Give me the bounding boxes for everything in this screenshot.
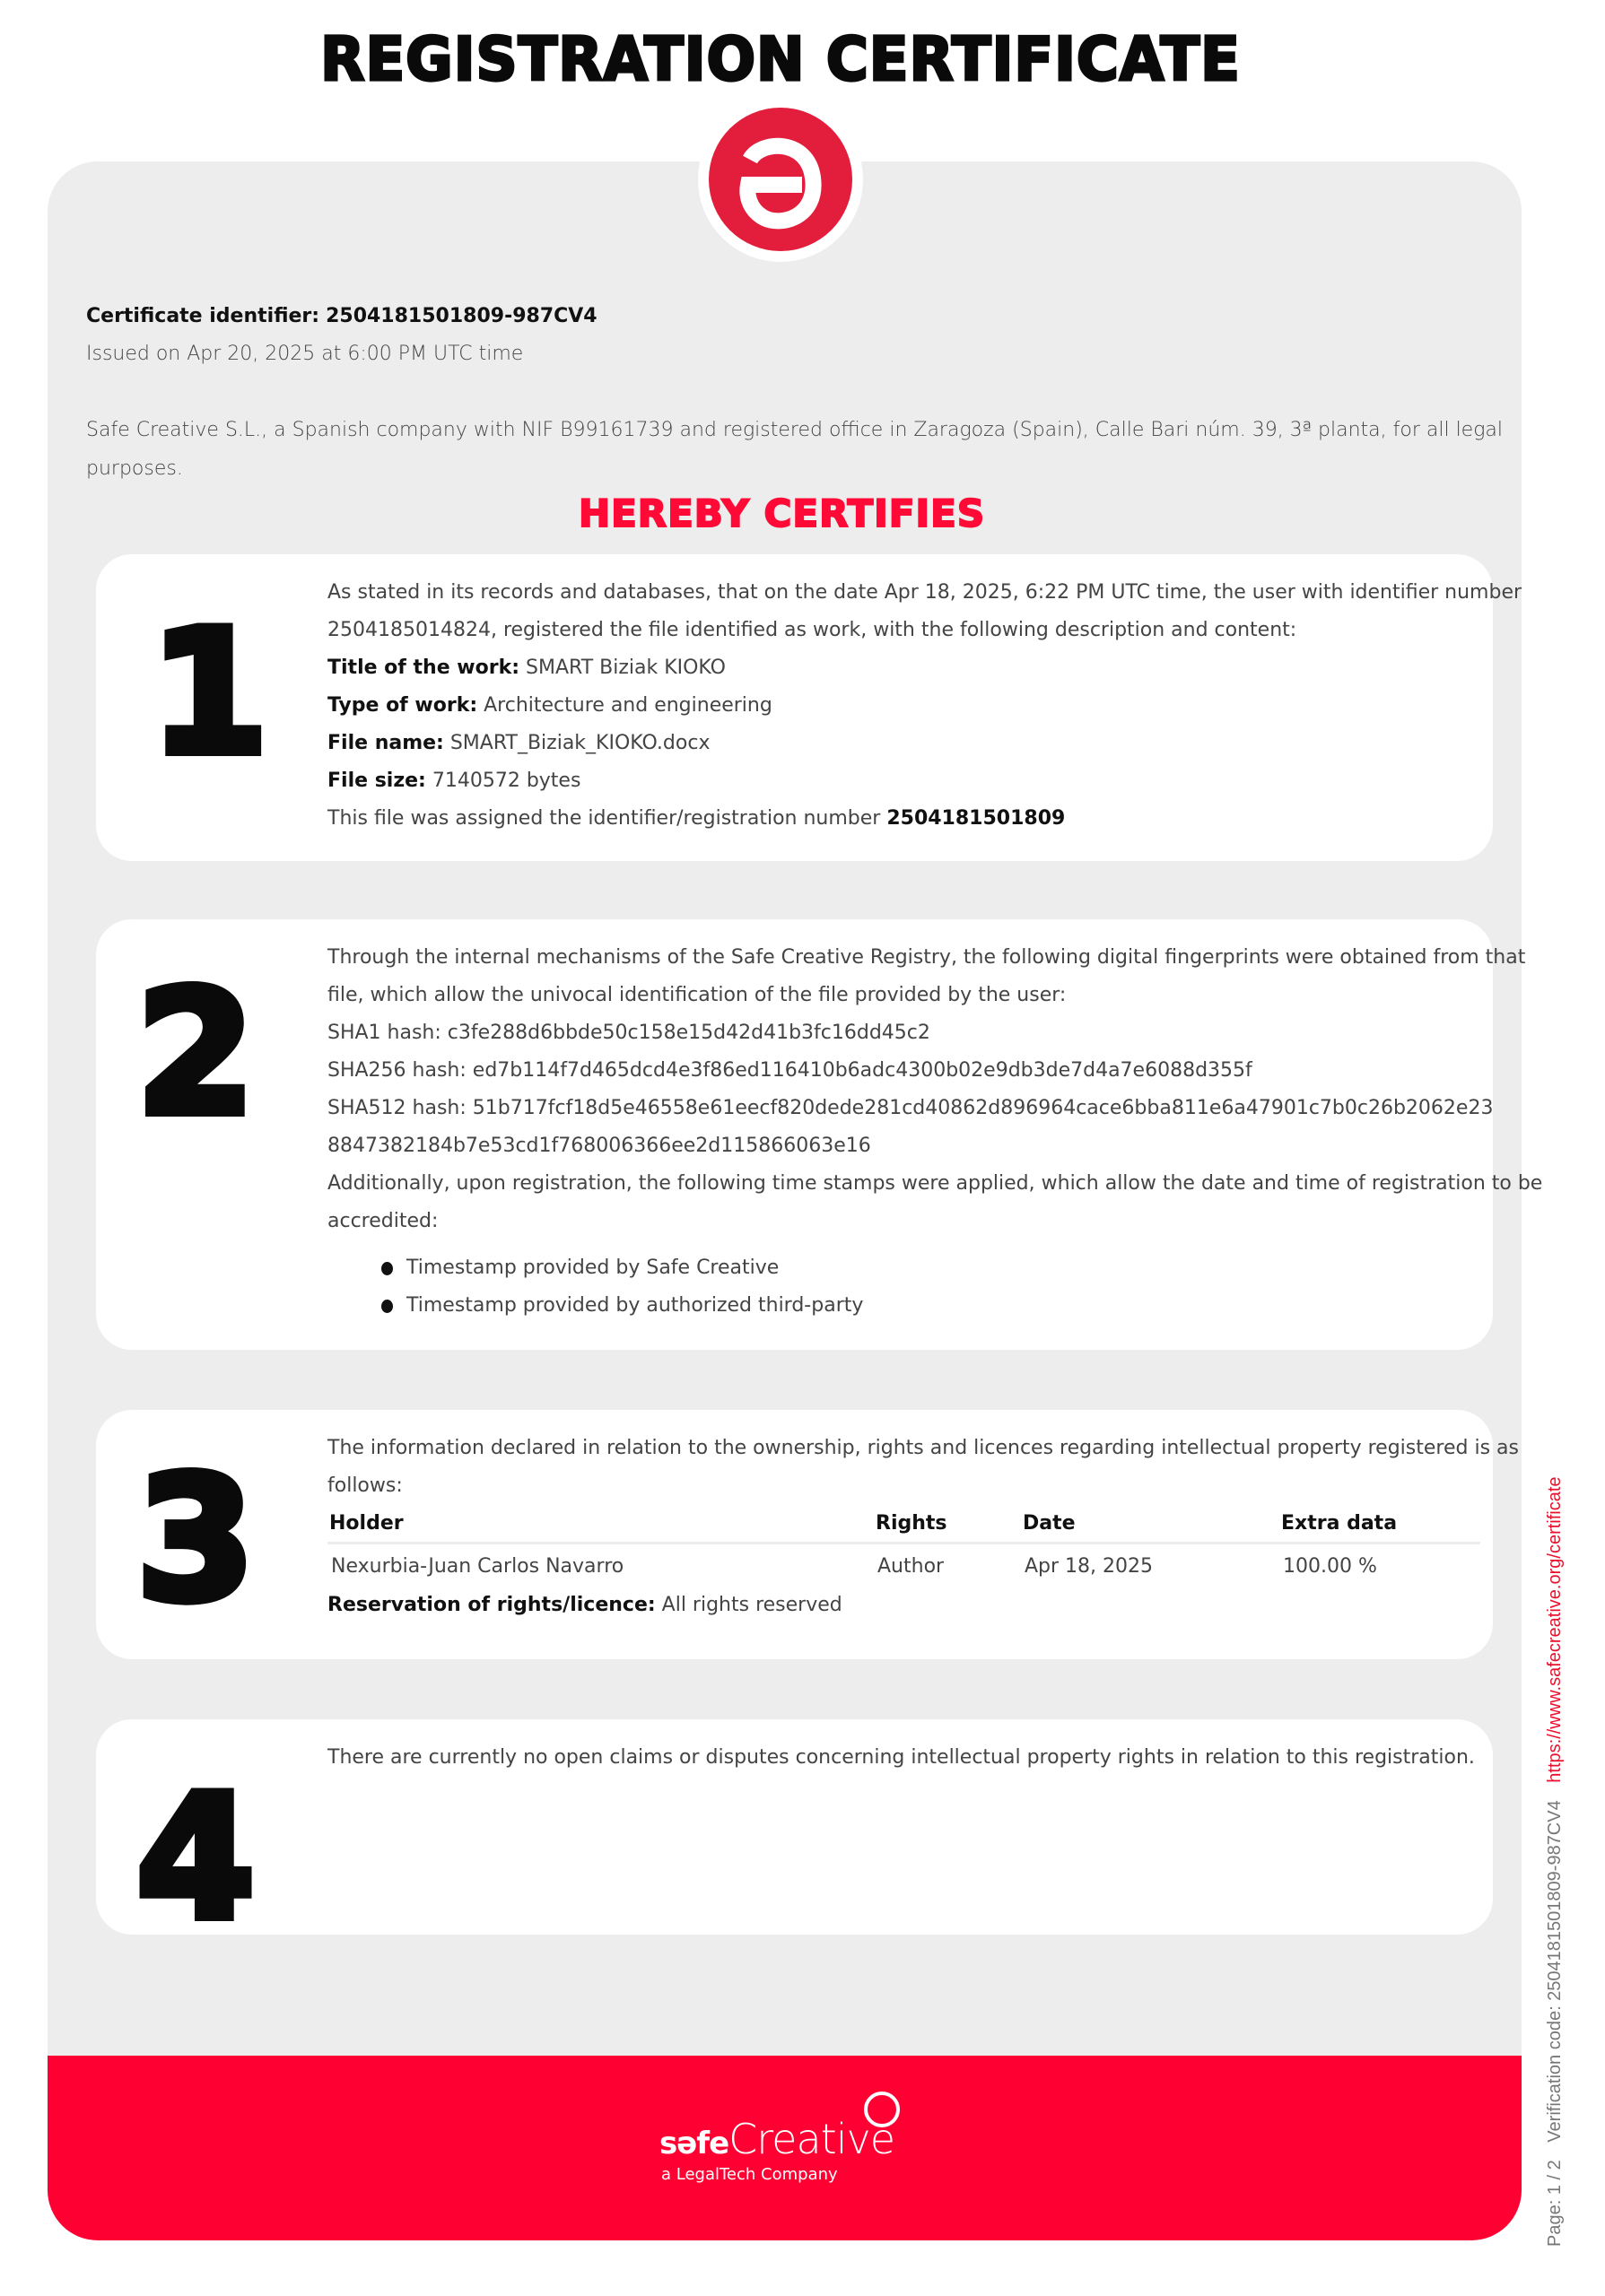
section-number-3: 3 (136, 1440, 256, 1639)
file-size-value: 7140572 bytes (425, 770, 581, 792)
brand-safe: səfe (659, 2126, 729, 2161)
work-title (327, 649, 1475, 687)
timestamp-item: Timestamp provided by authorized third-party (381, 1287, 1475, 1325)
s4-line1: There are currently no open claims or disputes concerning intellectual property rights in relation to this registration. (327, 1746, 1475, 1769)
assigned-text: This file was assigned the identifier/registration number (327, 807, 887, 830)
file-name-value: SMART_Biziak_KIOKO.docx (443, 732, 711, 754)
s2-line2: file, which allow the univocal identification of the file provided by the user: (327, 984, 1067, 1006)
section-card-3 (96, 1410, 1519, 1659)
brand-creative: Creative (728, 2115, 895, 2163)
section-card-1 (96, 554, 1522, 861)
cell-date: Apr 18, 2025 (1025, 1555, 1154, 1578)
holders-table (327, 1507, 1480, 1587)
work-type (327, 687, 1475, 725)
cell-extra-data: 100.00 % (1283, 1555, 1377, 1578)
certificate-id: 2504181501809-987CV4 (326, 305, 598, 327)
s1-line1: As stated in its records and databases, that on the date Apr 18, 2025, 6:22 PM UTC time, the user with identifier number (327, 581, 1522, 604)
section-card-4 (96, 1719, 1493, 1957)
timestamp-item: Timestamp provided by Safe Creative (381, 1249, 1475, 1287)
col-date: Date (1021, 1507, 1279, 1544)
s2-line1: Through the internal mechanisms of the Safe Creative Registry, the following digital fingerprints were obtained from that (327, 946, 1526, 969)
work-type-value: Architecture and engineering (477, 694, 772, 717)
certificate-identifier (86, 298, 598, 335)
col-extra-data: Extra data (1279, 1507, 1480, 1544)
cell-rights: Author (877, 1555, 945, 1578)
footer-brand (659, 2115, 895, 2163)
s3-line2: follows: (327, 1474, 403, 1497)
work-type-label: Type of work: (327, 694, 478, 717)
section-number-4: 4 (136, 1759, 256, 1957)
verification-code: Verification code: 2504181501809-987CV4 (1545, 1800, 1565, 2143)
company-statement-line2: purposes. (86, 457, 183, 480)
cell-holder: Nexurbia-Juan Carlos Navarro (331, 1555, 624, 1578)
file-name-label: File name: (327, 732, 444, 754)
assigned-number: 2504181501809 (886, 807, 1066, 830)
work-title-value: SMART Biziak KIOKO (519, 657, 726, 679)
hereby-certifies-heading: HEREBY CERTIFIES (578, 491, 986, 535)
reservation-label: Reservation of rights/licence: (327, 1594, 656, 1616)
s2-additional2: accredited: (327, 1210, 439, 1232)
footer-band (48, 2056, 1522, 2240)
s1-line2: 2504185014824, registered the file identified as work, with the following description and content: (327, 619, 1297, 641)
reservation (327, 1587, 1475, 1624)
file-name (327, 725, 1475, 762)
issued-date: Issued on Apr 20, 2025 at 6:00 PM UTC time (86, 343, 524, 365)
sha256-hash: SHA256 hash: ed7b114f7d465dcd4e3f86ed116410b6adc4300b02e9db3de7d4a7e6088d355f (327, 1059, 1252, 1082)
schwa-icon (709, 108, 852, 251)
section-card-2 (96, 919, 1543, 1350)
section-number-1: 1 (150, 594, 269, 792)
section-number-2: 2 (136, 954, 256, 1152)
company-statement-line1: Safe Creative S.L., a Spanish company with NIF B99161739 and registered office in Zaragoza (Spain), Calle Bari núm. 39, 3ª planta, for all legal (86, 419, 1504, 441)
sha1-hash: SHA1 hash: c3fe288d6bbde50c158e15d42d41b3fc16dd45c2 (327, 1022, 930, 1044)
col-holder: Holder (327, 1507, 874, 1544)
footer-tagline: a LegalTech Company (661, 2165, 838, 2184)
footer-logo (659, 2092, 929, 2199)
schwa-glyph-icon (709, 108, 852, 251)
work-title-label: Title of the work: (327, 657, 520, 679)
sha512-hash-part2: 8847382184b7e53cd1f768006366ee2d115866063e16 (327, 1135, 871, 1157)
s3-line1: The information declared in relation to the ownership, rights and licences regarding intellectual property registered is as (327, 1437, 1519, 1459)
page-title: REGISTRATION CERTIFICATE (320, 25, 1241, 95)
certificate-url-link[interactable]: https://www.safecreative.org/certificate (1545, 1476, 1565, 1783)
timestamp-list (381, 1249, 1475, 1325)
col-rights: Rights (874, 1507, 1021, 1544)
file-size-label: File size: (327, 770, 426, 792)
reservation-value: All rights reserved (655, 1594, 842, 1616)
safe-creative-logo (698, 97, 863, 262)
certificate-label: Certificate identifier: (86, 305, 320, 327)
verification-sidebar (1545, 1476, 1566, 2247)
table-header-row (327, 1507, 1480, 1544)
registration-number (327, 800, 1475, 838)
page-indicator: Page: 1 / 2 (1545, 2160, 1565, 2247)
s2-additional1: Additionally, upon registration, the following time stamps were applied, which allow the date and time of registration to be (327, 1172, 1543, 1195)
file-size (327, 762, 1475, 800)
sha512-hash-part1: SHA512 hash: 51b717fcf18d5e46558e61eecf820dede281cd40862d896964cace6bba811e6a47901c7b0c26b2062e23 (327, 1097, 1494, 1119)
table-row (327, 1544, 1480, 1587)
